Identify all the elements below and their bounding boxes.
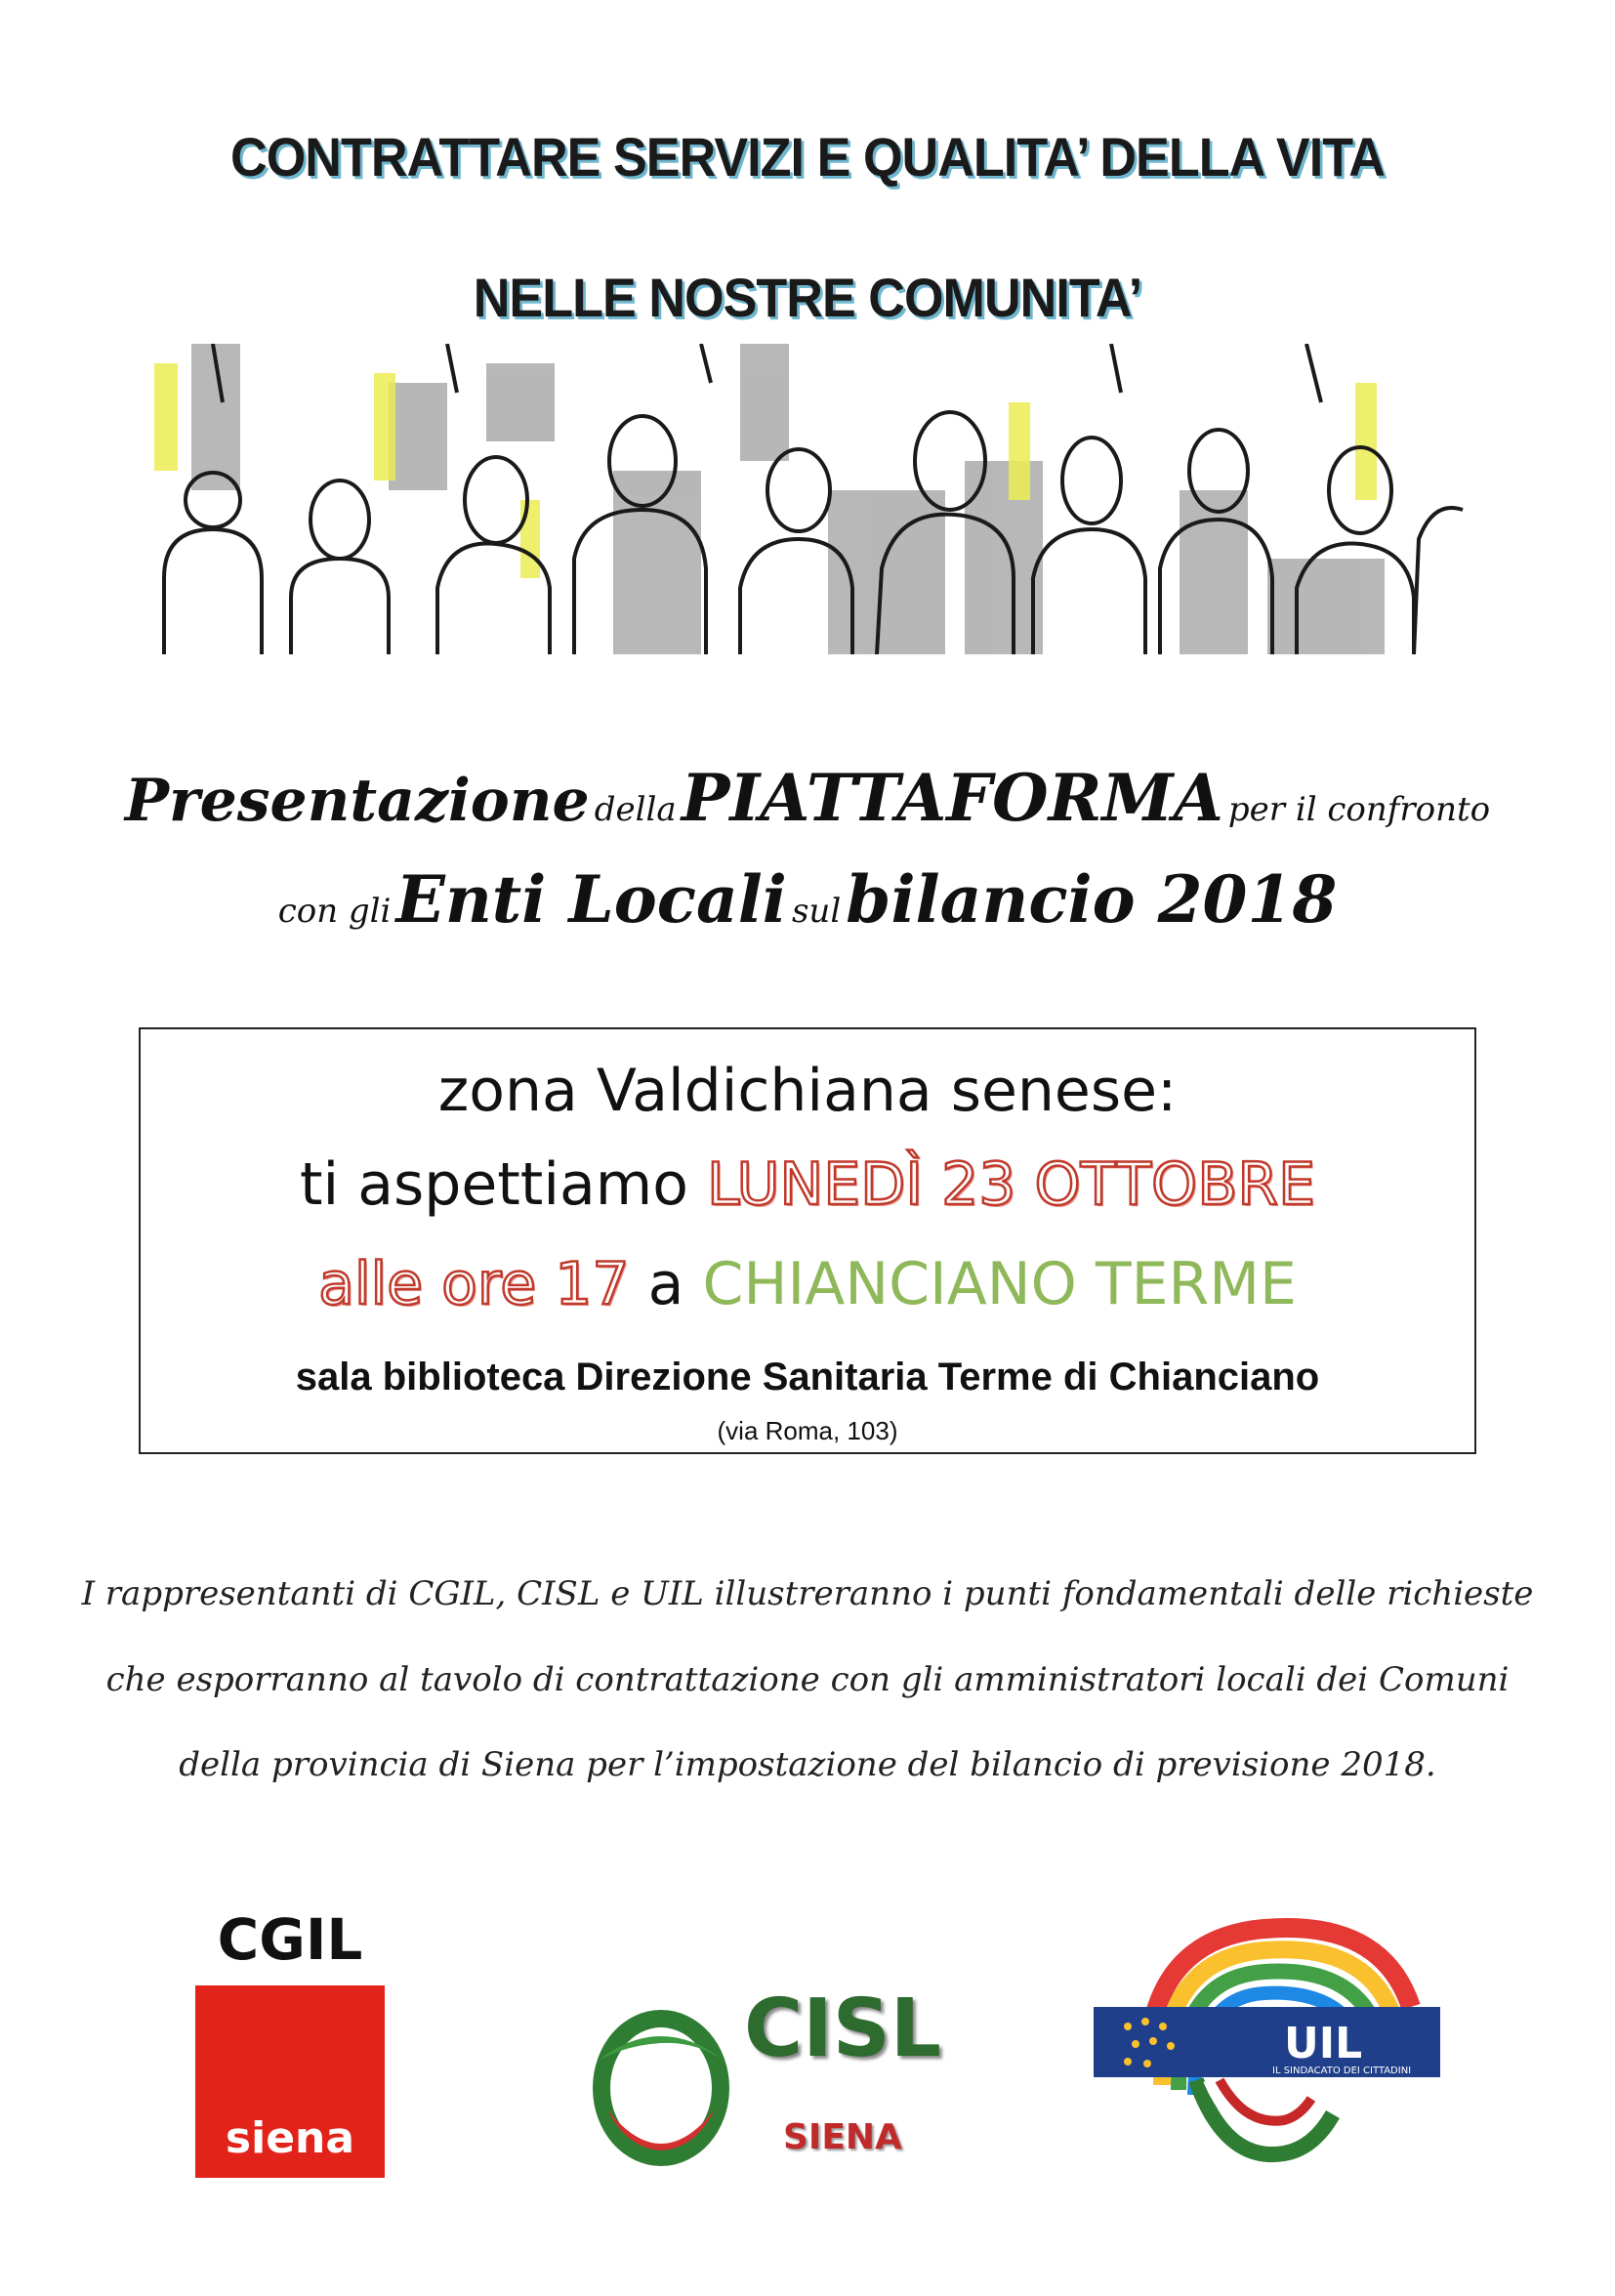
cisl-city: SIENA [783,2117,902,2157]
title-line-2: NELLE NOSTRE COMUNITA’ [473,267,1142,328]
event-invite: ti aspettiamo [299,1150,688,1219]
event-date: LUNEDÌ 23 OTTOBRE [707,1150,1316,1219]
presentation-word: Enti Locali [395,861,787,938]
cgil-name: CGIL [217,1906,363,1973]
cisl-emblem-icon [588,2002,734,2168]
cisl-name: CISL [744,1983,941,2075]
presentation-word: sul [791,892,842,931]
description-line-3: della provincia di Siena per l’impostazione del bilancio di previsione 2018. [179,1745,1436,1784]
presentation-line-2 [0,861,1615,938]
uil-emblem-icon [1089,1880,1440,2183]
cisl-logo [588,1983,959,2178]
crowd-illustration [154,344,1465,654]
description-line-1: I rappresentanti di CGIL, CISL e UIL illustreranno i punti fondamentali delle richieste [81,1574,1534,1613]
uil-name: UIL [1284,2019,1363,2068]
presentation-word: bilancio 2018 [846,861,1338,938]
event-time: alle ore 17 [318,1250,630,1318]
event-time-line [0,1250,1615,1318]
presentation-word: con gli [277,892,392,931]
presentation-word: Presentazione [124,767,590,835]
cgil-logo [195,1904,385,2178]
presentation-word: PIATTAFORMA [681,760,1223,836]
presentation-word: della [594,790,677,829]
title-line-1: CONTRATTARE SERVIZI E QUALITA’ DELLA VITA [230,126,1385,188]
event-zone: zona Valdichiana senese: [437,1057,1178,1125]
event-connector: a [647,1250,684,1318]
cgil-city: siena [225,2113,355,2163]
uil-tagline: IL SINDACATO DEI CITTADINI [1272,2066,1412,2076]
event-date-line [0,1150,1615,1219]
description-line-2: che esporranno al tavolo di contrattazione con gli amministratori locali dei Comuni [105,1660,1510,1699]
presentation-line-1 [0,760,1615,836]
uil-logo [1089,1880,1440,2183]
event-address: (via Roma, 103) [717,1416,898,1445]
presentation-word: per il confronto [1227,790,1491,829]
event-place: sala biblioteca Direzione Sanitaria Terme di Chianciano [295,1356,1320,1398]
event-city: CHIANCIANO TERME [702,1250,1297,1318]
